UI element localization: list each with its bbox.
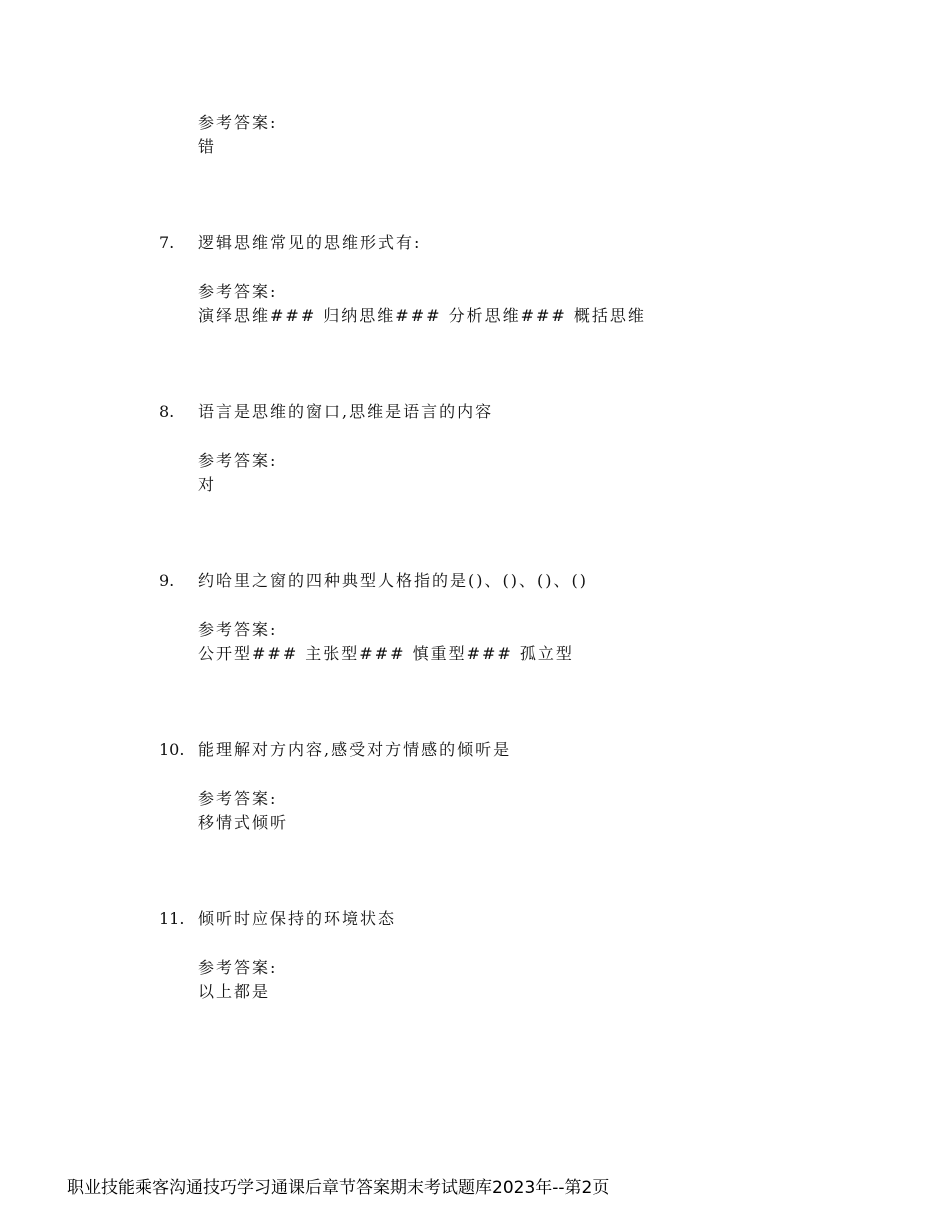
question-text: 能理解对方内容,感受对方情感的倾听是 [198,740,512,759]
answer-label: 参考答案: [198,451,278,470]
answer-text: 公开型### 主张型### 慎重型### 孤立型 [198,644,574,663]
answer-label: 参考答案: [198,282,278,301]
question-number: 11. [159,909,185,928]
question-text: 倾听时应保持的环境状态 [198,909,397,928]
answer-text: 错 [198,137,217,156]
answer-text: 移情式倾听 [198,813,289,832]
answer-label: 参考答案: [198,113,278,132]
answer-text: 以上都是 [198,982,271,1001]
answer-text: 对 [198,475,217,494]
question-text: 语言是思维的窗口,思维是语言的内容 [198,402,494,421]
answer-label: 参考答案: [198,789,278,808]
page-footer: 职业技能乘客沟通技巧学习通课后章节答案期末考试题库2023年--第2页 [67,1178,610,1198]
question-number: 8. [159,402,175,421]
question-number: 10. [159,740,185,759]
question-text: 逻辑思维常见的思维形式有: [198,233,422,252]
question-number: 7. [159,233,175,252]
question-text: 约哈里之窗的四种典型人格指的是()、()、()、() [198,571,588,590]
answer-label: 参考答案: [198,958,278,977]
answer-label: 参考答案: [198,620,278,639]
answer-text: 演绎思维### 归纳思维### 分析思维### 概括思维 [198,306,646,325]
question-number: 9. [159,571,175,590]
